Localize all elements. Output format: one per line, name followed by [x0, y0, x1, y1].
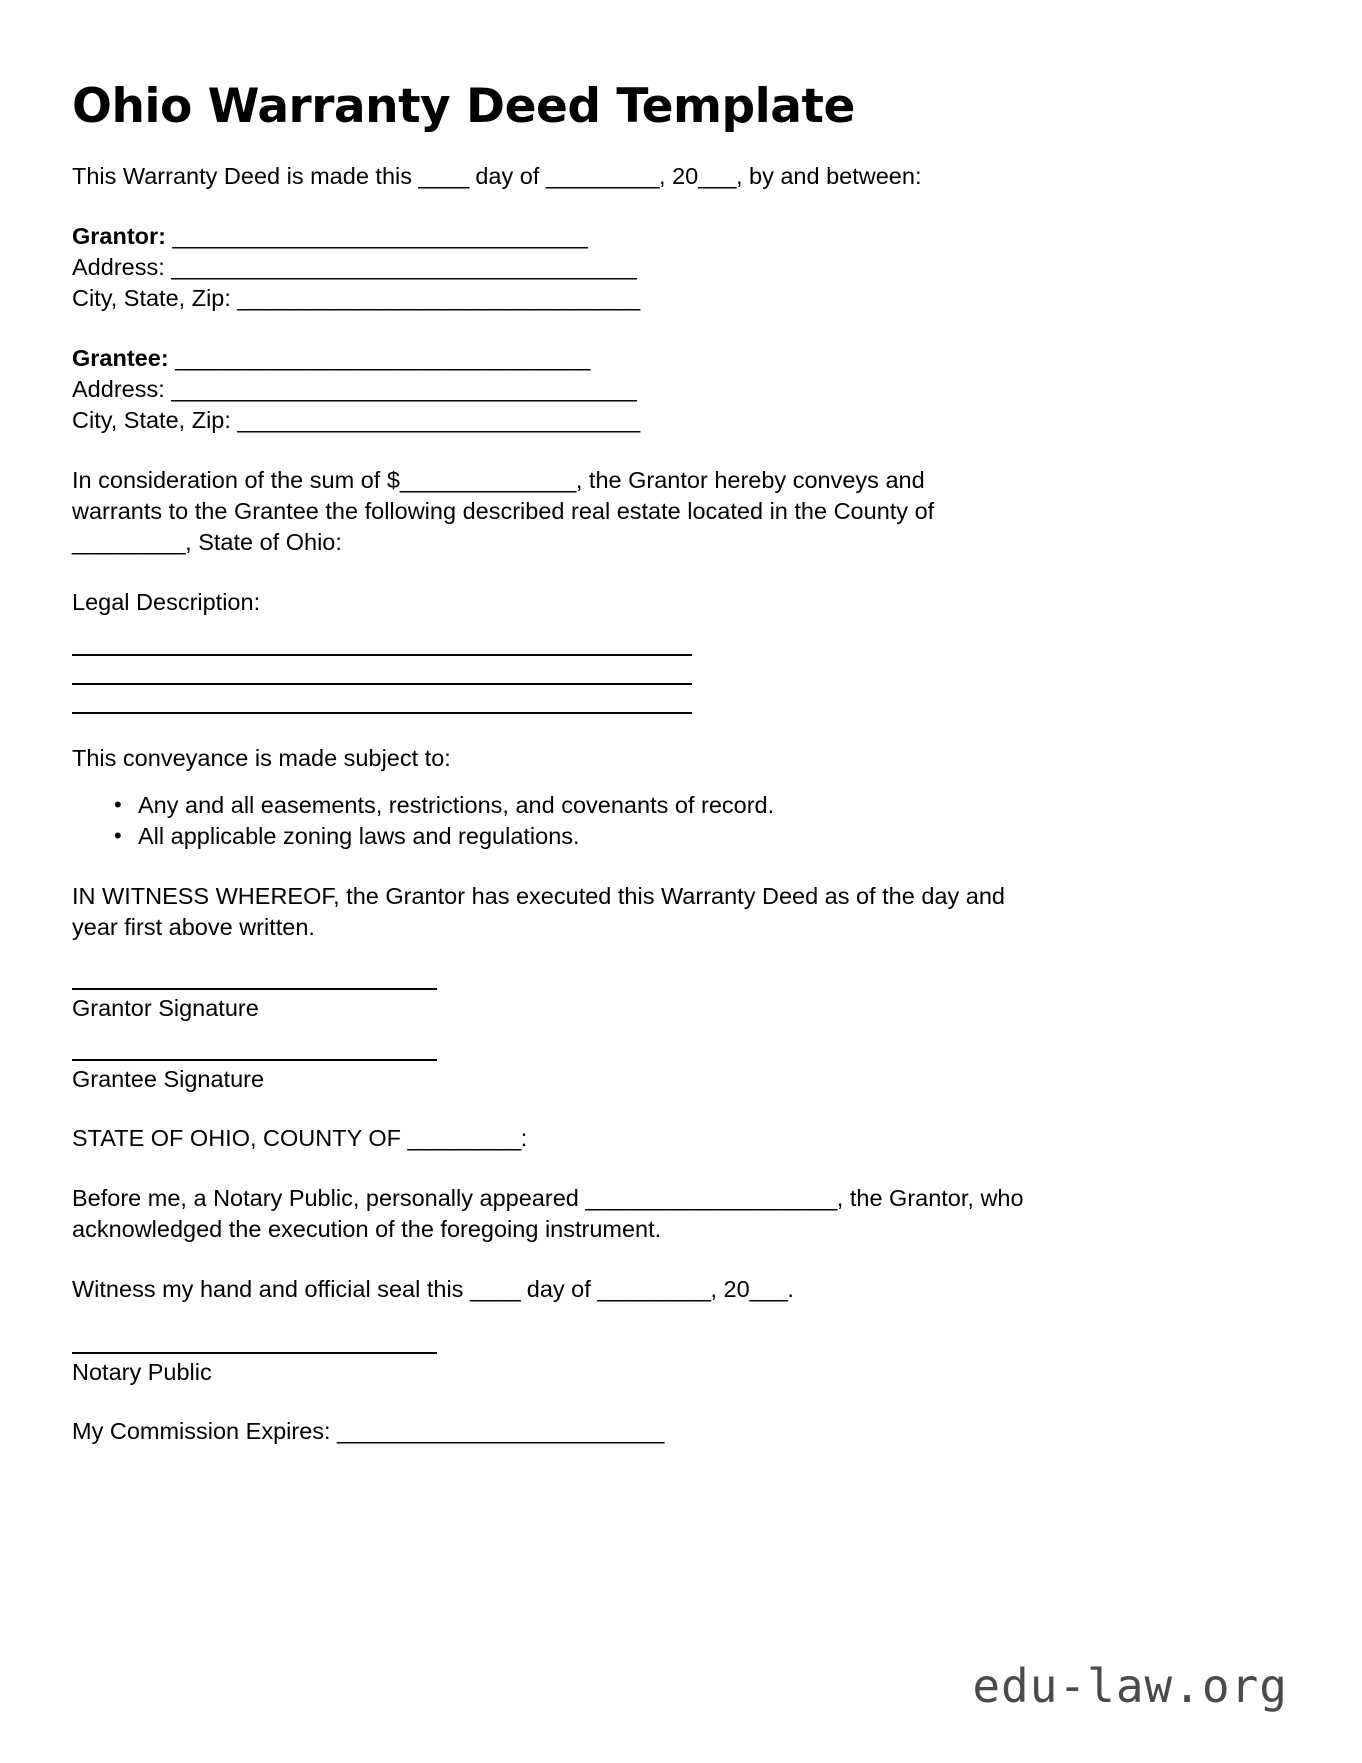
grantee-city-blank[interactable]: ________________________________ — [237, 406, 640, 433]
notary-state-county-line — [72, 1123, 1132, 1154]
legal-description-blank-lines — [72, 654, 1288, 714]
notary-seal-text-4: . — [787, 1275, 794, 1302]
notary-state-county-row — [72, 1125, 527, 1151]
grantor-block — [72, 221, 1132, 314]
intro-text-3: , 20 — [659, 162, 699, 189]
notary-seal-row — [72, 1276, 794, 1302]
legal-description-line-2[interactable] — [72, 683, 692, 685]
grantee-name-row — [72, 343, 1132, 374]
grantee-signature-block — [72, 1059, 1288, 1094]
conveyance-heading: This conveyance is made subject to: — [72, 744, 451, 771]
notary-seal-text-1: Witness my hand and official seal this — [72, 1275, 470, 1302]
list-item: • Any and all easements, restrictions, and covenants of record. — [138, 790, 1288, 821]
grantee-address-blank[interactable]: _____________________________________ — [171, 375, 637, 402]
notary-appearance-text-2: , the Grantor, who — [836, 1184, 1024, 1211]
grantee-signature-label: Grantee Signature — [72, 1065, 265, 1092]
consideration-line-2: warrants to the Grantee the following described real estate located in the County of — [72, 497, 935, 524]
legal-description-line-1[interactable] — [72, 654, 692, 656]
commission-expires-blank[interactable]: __________________________ — [337, 1417, 664, 1444]
grantor-name-row — [72, 221, 1132, 252]
notary-seal-text-3: , 20 — [710, 1275, 750, 1302]
notary-public-label: Notary Public — [72, 1358, 212, 1385]
consideration-paragraph — [72, 465, 1132, 558]
notary-signature-block — [72, 1352, 1288, 1387]
intro-month-blank: _________ — [545, 162, 660, 189]
grantee-address-row — [72, 374, 1132, 405]
notary-signature-line[interactable] — [72, 1352, 437, 1354]
grantee-block — [72, 343, 1132, 436]
grantor-address-label: Address: — [72, 253, 165, 280]
consideration-county-blank[interactable]: _________ — [72, 528, 186, 555]
grantor-address-row — [72, 252, 1132, 283]
grantee-label: Grantee: — [72, 344, 169, 371]
list-item: • All applicable zoning laws and regulations. — [138, 821, 1288, 852]
consideration-line-1 — [72, 465, 1132, 496]
notary-county-blank[interactable]: _________ — [407, 1124, 521, 1151]
notary-state-colon: : — [520, 1124, 528, 1151]
grantor-city-label: City, State, Zip: — [72, 284, 231, 311]
intro-line — [72, 163, 921, 189]
grantee-signature-line[interactable] — [72, 1059, 437, 1061]
grantor-signature-block — [72, 988, 1288, 1023]
witness-clause — [72, 881, 1132, 943]
notary-seal-month-blank[interactable]: _________ — [597, 1275, 711, 1302]
notary-appearance-line-1 — [72, 1183, 1132, 1214]
grantor-address-blank[interactable]: _____________________________________ — [171, 253, 637, 280]
conveyance-list — [72, 790, 1288, 852]
commission-expires-label: My Commission Expires: — [72, 1417, 338, 1444]
notary-seal-day-blank[interactable]: ____ — [469, 1275, 521, 1302]
grantor-city-blank[interactable]: ________________________________ — [237, 284, 640, 311]
consideration-text-2: , the Grantor hereby conveys and — [575, 466, 925, 493]
grantee-city-label: City, State, Zip: — [72, 406, 231, 433]
witness-clause-line-2: year first above written. — [72, 913, 315, 940]
notary-seal-year-blank[interactable]: ___ — [749, 1275, 788, 1302]
notary-seal-line — [72, 1274, 1132, 1305]
notary-appearance-paragraph — [72, 1183, 1132, 1245]
consideration-amount-blank[interactable]: ______________ — [399, 466, 576, 493]
grantor-city-row — [72, 283, 1132, 314]
consideration-text-3: , State of Ohio: — [185, 528, 342, 555]
intro-text-1: This Warranty Deed is made this — [72, 162, 419, 189]
intro-year-blank: ___ — [698, 162, 736, 189]
notary-seal-text-2: day of — [520, 1275, 598, 1302]
notary-appearance-name-blank[interactable]: ____________________ — [585, 1184, 837, 1211]
intro-text-4: , by and between: — [735, 162, 922, 189]
grantor-label: Grantor: — [72, 222, 166, 249]
site-watermark: edu-law.org — [972, 1659, 1288, 1713]
commission-expires-line — [72, 1416, 1132, 1447]
grantee-name-blank[interactable]: _________________________________ — [175, 344, 590, 371]
legal-description-heading: Legal Description: — [72, 588, 261, 615]
legal-description-line-3[interactable] — [72, 712, 692, 714]
grantee-city-row — [72, 405, 1132, 436]
notary-appearance-line-2: acknowledged the execution of the foregoing instrument. — [72, 1215, 662, 1242]
page-title: Ohio Warranty Deed Template — [72, 79, 855, 134]
grantee-address-label: Address: — [72, 375, 165, 402]
grantor-name-blank[interactable]: _________________________________ — [172, 222, 588, 249]
grantor-signature-label: Grantor Signature — [72, 994, 259, 1021]
consideration-text-1: In consideration of the sum of $ — [72, 466, 400, 493]
grantor-signature-line[interactable] — [72, 988, 437, 990]
commission-expires-row — [72, 1418, 664, 1444]
consideration-line-3 — [72, 527, 1132, 558]
notary-state-text: STATE OF OHIO, COUNTY OF — [72, 1124, 408, 1151]
notary-appearance-text-1: Before me, a Notary Public, personally appeared — [72, 1184, 586, 1211]
intro-text-2: day of — [468, 162, 546, 189]
witness-clause-line-1: IN WITNESS WHEREOF, the Grantor has executed this Warranty Deed as of the day and — [72, 882, 1005, 909]
intro-day-blank: ____ — [418, 162, 469, 189]
intro-paragraph — [72, 161, 1132, 192]
